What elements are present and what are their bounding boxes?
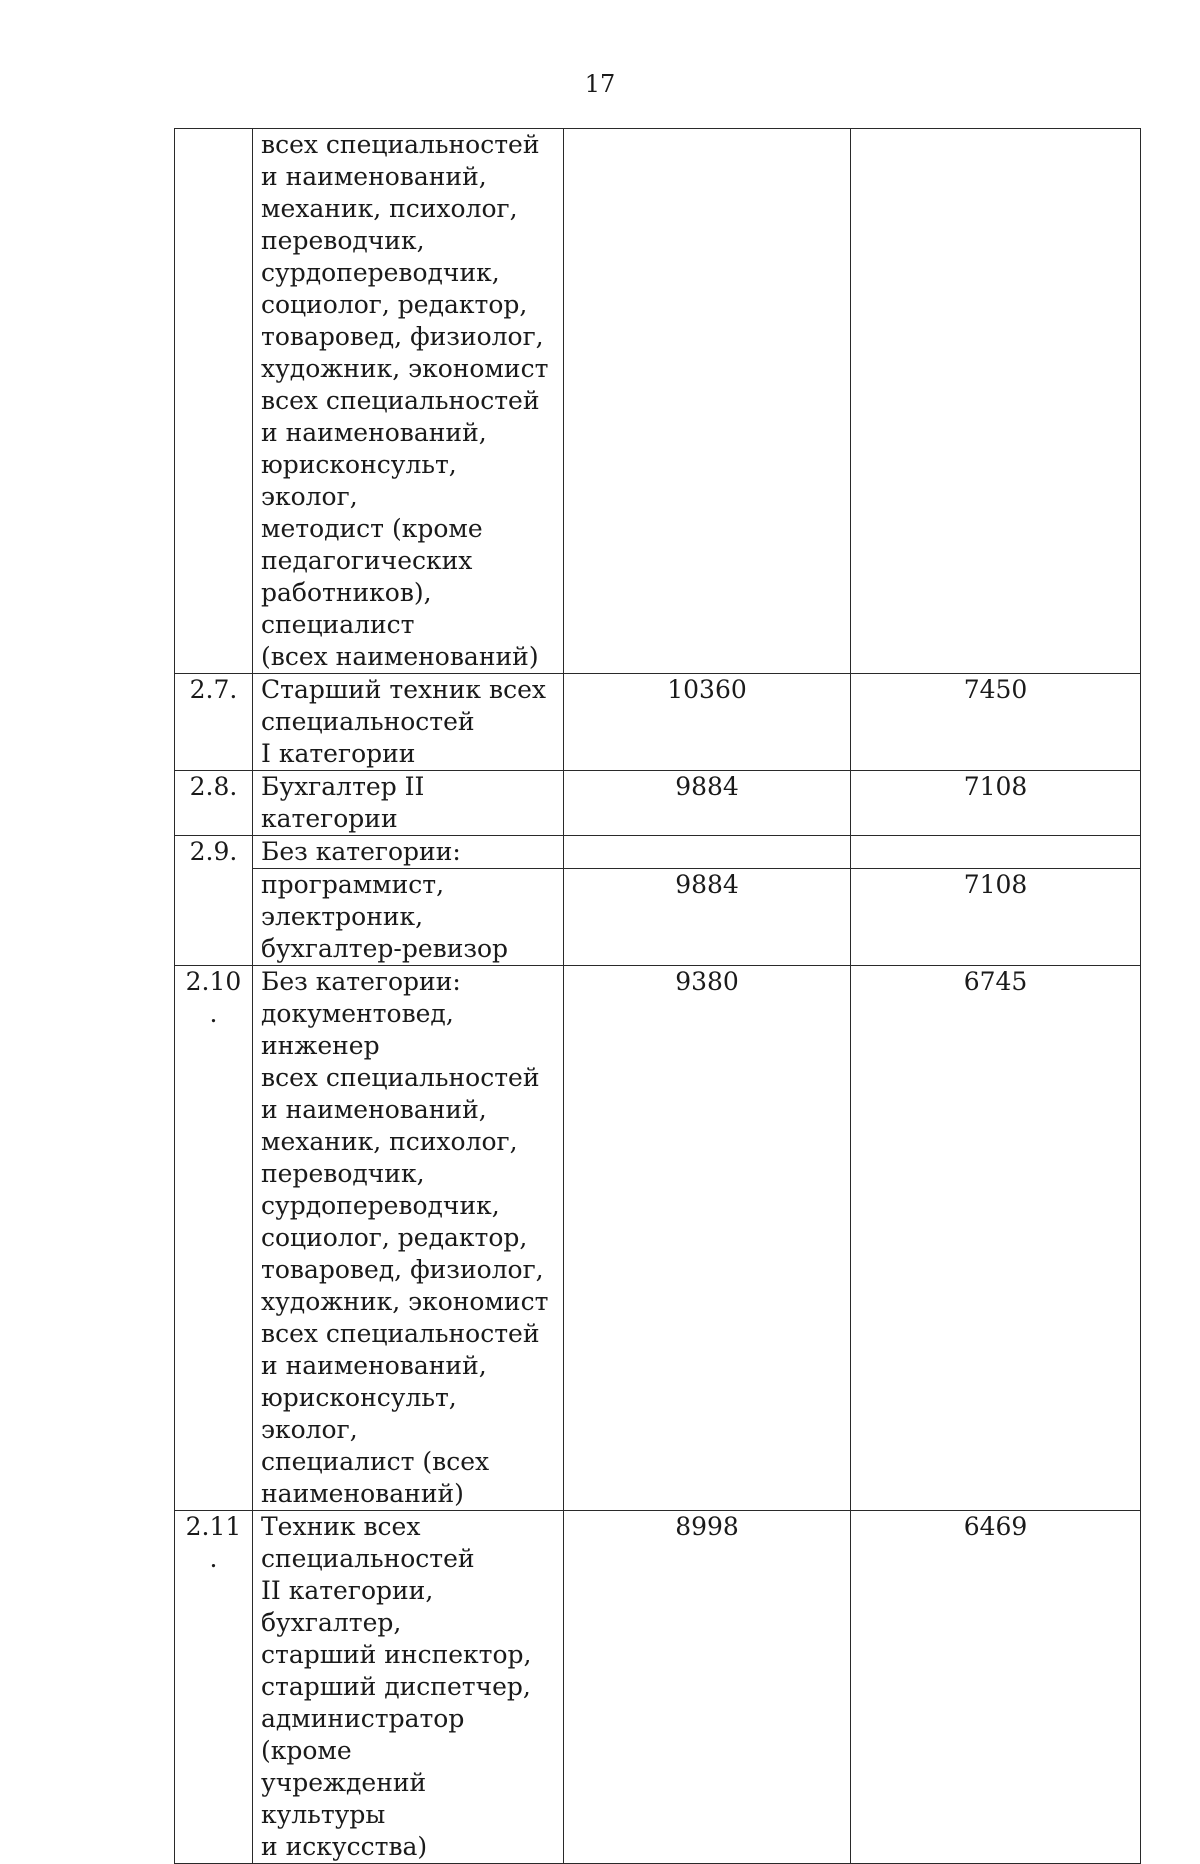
salary-value-1: 9380: [564, 966, 851, 1511]
salary-value-1: 10360: [564, 674, 851, 771]
page-number: 17: [584, 70, 616, 98]
position-name: Техник всех специальностей II категории, бухгалтер, старший инспектор, старший диспетчер, администратор (кроме учреждений культуры и искусства): [253, 1511, 564, 1864]
row-number: 2.9.: [175, 836, 253, 966]
table-row: [175, 836, 1141, 869]
salary-value-2: 7108: [851, 771, 1141, 836]
table-row: [175, 129, 1141, 674]
salary-value-2: 6745: [851, 966, 1141, 1511]
position-name: всех специальностей и наименований, механик, психолог, переводчик, сурдопереводчик, социолог, редактор, товаровед, физиолог, художник, экономист всех специальностей и наименований, юрисконсульт, эколог, методист (кроме педагогических работников), специалист (всех наименований): [253, 129, 564, 674]
salary-value-2: 6469: [851, 1511, 1141, 1864]
salary-value-1: [564, 129, 851, 674]
row-number: 2.11.: [175, 1511, 253, 1864]
table-row: [175, 966, 1141, 1511]
salary-value-2: 7450: [851, 674, 1141, 771]
row-number: 2.8.: [175, 771, 253, 836]
position-name: Без категории: документовед, инженер всех специальностей и наименований, механик, психолог, переводчик, сурдопереводчик, социолог, редактор, товаровед, физиолог, художник, экономист всех специальностей и наименований, юрисконсульт, эколог, специалист (всех наименований): [253, 966, 564, 1511]
salary-value-2: [851, 836, 1141, 869]
salary-value-2: [851, 129, 1141, 674]
salary-value-1: 8998: [564, 1511, 851, 1864]
salary-value-2: 7108: [851, 869, 1141, 966]
row-number: [175, 129, 253, 674]
table-row: [175, 1511, 1141, 1864]
table-row: [175, 869, 1141, 966]
row-number: 2.10.: [175, 966, 253, 1511]
row-number: 2.7.: [175, 674, 253, 771]
position-name: Без категории:: [253, 836, 564, 869]
position-name: программист, электроник, бухгалтер-ревизор: [253, 869, 564, 966]
salary-value-1: 9884: [564, 869, 851, 966]
salary-table: [174, 128, 1141, 1864]
salary-value-1: 9884: [564, 771, 851, 836]
position-name: Бухгалтер II категории: [253, 771, 564, 836]
table-row: [175, 771, 1141, 836]
position-name: Старший техник всех специальностей I категории: [253, 674, 564, 771]
table-row: [175, 674, 1141, 771]
salary-value-1: [564, 836, 851, 869]
